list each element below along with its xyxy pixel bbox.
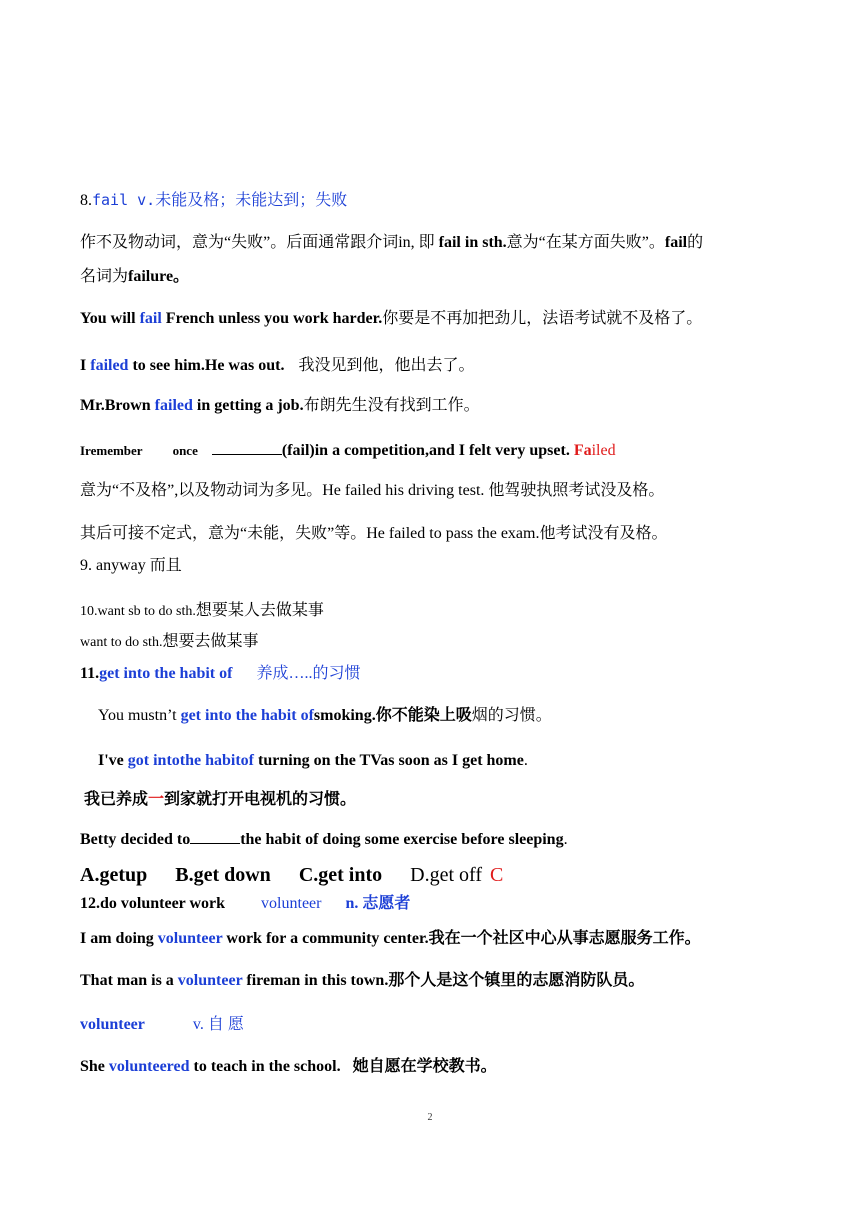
- item-8-heading: [80, 190, 347, 211]
- option-d: D.get off: [410, 864, 482, 886]
- habit-exercise: Betty decided to the habit of doing some exercise before sleeping.: [80, 831, 568, 848]
- habit-example-2-translation: 我已养成一到家就打开电视机的习惯。: [84, 791, 357, 808]
- keyword: failed: [154, 397, 193, 414]
- keyword: volunteered: [108, 1058, 190, 1075]
- keyword: volunteer: [177, 972, 243, 989]
- fail-description-line-2: 名词为failure。: [80, 268, 190, 285]
- fail-note-2: 其后可接不定式，意为“未能，失败”等。He failed to pass the exam.他考试没有及格。: [80, 525, 668, 542]
- item-9-anyway: 9. anyway 而且: [80, 557, 182, 574]
- volunteer-example-1: I am doing volunteer work for a community center.我在一个社区中心从事志愿服务工作。: [80, 930, 701, 947]
- habit-example-1: You mustn’t get into the habit ofsmoking.你不能染上吸烟的习惯。: [98, 707, 552, 724]
- volunteer-verb-heading: [80, 1015, 244, 1035]
- keyword: failed: [90, 357, 129, 374]
- keyword: volunteer: [157, 930, 223, 947]
- fail-exercise: Iremember once (fail)in a competition,and I felt very upset. Failed: [80, 442, 616, 459]
- headword: get into the habit of: [99, 665, 233, 682]
- option-a: A.getup: [80, 864, 148, 886]
- headword: volunteer: [261, 895, 322, 912]
- keyword: fail: [139, 310, 162, 327]
- option-c: C.get into: [298, 864, 383, 886]
- fail-example-2: I failed to see him.He was out. 我没见到他，他出去了。: [80, 357, 475, 374]
- fail-example-3: Mr.Brown failed in getting a job.布朗先生没有找到工作。: [80, 397, 480, 414]
- headword: fail v.: [92, 191, 156, 209]
- item-12-heading: 12.do volunteer work volunteer n. 志愿者: [80, 895, 411, 912]
- answer-blank: [190, 829, 240, 844]
- answer: C: [489, 864, 504, 886]
- keyword: got intothe habitof: [127, 752, 255, 769]
- fail-note-1: 意为“不及格”,以及物动词为多见。He failed his driving test. 他驾驶执照考试没及格。: [80, 482, 665, 499]
- fail-description-line-1: 作不及物动词，意为“失败”。后面通常跟介词in, 即 fail in sth.意为“在某方面失败”。fail的: [80, 234, 704, 251]
- fail-example-1: You will fail French unless you work harder.你要是不再加把劲儿，法语考试就不及格了。: [80, 310, 703, 327]
- item-11-heading: 11.get into the habit of 养成…..的习惯: [80, 665, 361, 682]
- answer: Fa: [573, 442, 592, 459]
- headword-meaning: 未能及格；未能达到；失败: [155, 192, 348, 209]
- answer-blank: [212, 440, 282, 455]
- keyword: get into the habit of: [180, 707, 314, 724]
- item-10-want-line-2: want to do sth.想要去做某事: [80, 633, 259, 650]
- habit-example-2: I've got intothe habitof turning on the TVas soon as I get home.: [98, 752, 528, 769]
- headword-meaning: n. 志愿者: [345, 895, 411, 912]
- headword-meaning: 养成…..的习惯: [256, 665, 361, 682]
- headword: volunteer: [80, 1016, 145, 1033]
- habit-options: [80, 863, 503, 887]
- option-b: B.get down: [175, 864, 271, 886]
- headword-meaning: v. 自 愿: [192, 1016, 244, 1033]
- page-number: 2: [427, 1112, 433, 1123]
- item-10-want-line-1: 10.want sb to do sth.想要某人去做某事: [80, 602, 324, 619]
- item-number: 8.: [80, 192, 92, 209]
- volunteer-example-2: That man is a volunteer fireman in this town.那个人是这个镇里的志愿消防队员。: [80, 972, 645, 989]
- volunteer-example-3: She volunteered to teach in the school. 她自愿在学校教书。: [80, 1058, 497, 1075]
